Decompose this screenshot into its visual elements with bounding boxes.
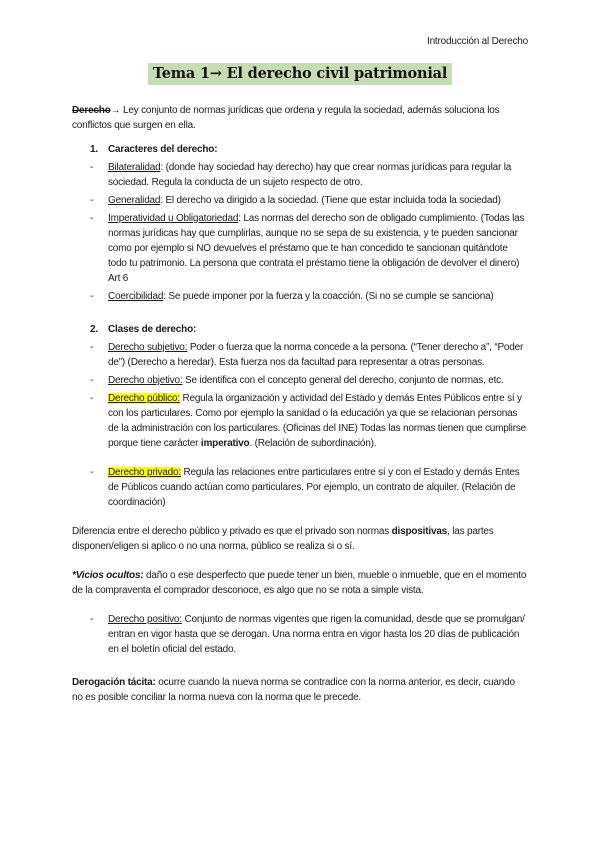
item-text: : Las normas del derecho son de obligado cumplimiento. (Todas las normas jurídicas hay que cumplirlas, aunque no se sepa de su existencia, y te pueden sancionar como por ejemplo si NO devuelves el préstamo que te han concedido te sancionan quitándote todo tu patrimonio. La persona que contrata el préstamo tiene la obligación de devolver el dinero) Art 6: [108, 213, 525, 284]
bold-word-imperativo: imperativo: [200, 438, 250, 449]
dash-bullet: -: [90, 393, 94, 404]
list-item-derecho-positivo: [90, 612, 528, 657]
term-derecho-objetivo: Derecho objetivo:: [108, 375, 183, 386]
paragraph-text: Diferencia entre el derecho público y privado es que el privado son normas: [72, 526, 392, 537]
list-item-text: [108, 160, 528, 190]
dash-bullet: -: [90, 291, 94, 302]
intro-definition-paragraph: [72, 103, 528, 133]
clases-list: [90, 322, 528, 510]
intro-term: Derecho: [72, 105, 111, 116]
list-number: 1.: [90, 144, 98, 155]
paragraph-text: ocurre cuando la nueva norma se contradice con la norma anterior, es decir, cuando no es posible conciliar la norma nueva con la norma que le precede.: [72, 677, 515, 703]
list-number: 2.: [90, 324, 98, 335]
term-derecho-publico: Derecho público:: [108, 393, 180, 404]
item-text: Regula las relaciones entre particulares entre sí y con el Estado y demás Entes de Públicos cuando actúan como particulares. Por ejemplo, un contrato de alquiler. (Relación de coordinación): [108, 467, 520, 508]
term-bilateralidad: Bilateralidad: [108, 162, 161, 173]
item-text: : (donde hay sociedad hay derecho) hay que crear normas jurídicas para regular la sociedad. Regula la conducta de un sujeto respecto de otro.: [108, 162, 512, 188]
vicios-ocultos-paragraph: [72, 568, 528, 598]
item-text: Poder o fuerza que la norma concede a la persona. (“Tener derecho a”, “Poder de”) (Derecho a heredar). Esta fuerza nos da facultad para representar a otras personas.: [108, 342, 524, 368]
page-title: Tema 1→ El derecho civil patrimonial: [148, 63, 452, 85]
term-imperatividad: Imperatividad u Obligatoriedad: [108, 213, 239, 224]
paragraph-text: daño o ese desperfecto que puede tener un bien, mueble o inmueble, que en el momento de la compraventa el comprador desconoce, es algo que no se nota a simple vista.: [72, 570, 527, 596]
section-heading-caracteres: [90, 142, 528, 157]
list-item-coercibilidad: [90, 289, 528, 304]
list-item-text: [108, 289, 528, 304]
list-item-imperatividad: [90, 211, 528, 286]
list-item-text: [108, 340, 528, 370]
dash-bullet: -: [90, 375, 94, 386]
list-item-text: [108, 612, 528, 657]
list-item-text: [108, 373, 528, 388]
item-text: Regula la organización y actividad del Estado y demás Entes Públicos entre sí y con los particulares. Como por ejemplo la sanidad o la educación ya que se relacionan personas de la administración con los particulares. (Oficinas del INE) Todas las normas tienen que cumplirse porque tiene carácter: [108, 393, 526, 449]
list-item-derecho-objetivo: [90, 373, 528, 388]
derecho-positivo-list: [90, 612, 528, 657]
intro-text: Ley conjunto de normas jurídicas que ordena y regula la sociedad, además soluciona los conflictos que surgen en ella.: [72, 105, 500, 131]
dash-bullet: -: [90, 213, 94, 224]
section-heading-text: Clases de derecho:: [108, 324, 197, 335]
dash-bullet: -: [90, 162, 94, 173]
dash-bullet: -: [90, 467, 94, 478]
term-derecho-subjetivo: Derecho subjetivo:: [108, 342, 188, 353]
bold-word-dispositivas: dispositivas: [391, 526, 448, 537]
list-item-generalidad: [90, 193, 528, 208]
term-generalidad: Generalidad: [108, 195, 161, 206]
item-text: . (Relación de subordinación).: [249, 438, 377, 449]
diferencia-paragraph: [72, 524, 528, 554]
item-text: : Se puede imponer por la fuerza y la coacción. (Si no se cumple se sanciona): [163, 291, 494, 302]
item-text: Conjunto de normas vigentes que rigen la comunidad, desde que se promulgan/ entran en vigor hasta que se derogan. Una norma entra en vigor hasta los 20 días de publicación en el boletín oficial del estado.: [108, 614, 525, 655]
dash-bullet: -: [90, 614, 94, 625]
term-derecho-positivo: Derecho positivo:: [108, 614, 182, 625]
term-derogacion-tacita: Derogación tácita:: [72, 677, 156, 688]
paragraph-text: , las partes disponen/eligen si aplico o no una norma, público se realiza si o sí.: [72, 526, 494, 552]
term-coercibilidad: Coercibilidad: [108, 291, 164, 302]
list-item-derecho-privado: [90, 465, 528, 510]
item-text: : El derecho va dirigido a la sociedad. (Tiene que estar incluida toda la sociedad): [160, 195, 501, 206]
derogacion-tacita-paragraph: [72, 675, 528, 705]
list-item-text: [108, 465, 528, 510]
list-item-derecho-subjetivo: [90, 340, 528, 370]
list-item-text: [108, 193, 528, 208]
dash-bullet: -: [90, 195, 94, 206]
dash-bullet: -: [90, 342, 94, 353]
caracteres-list: [90, 142, 528, 304]
list-item-text: [108, 391, 528, 451]
section-heading-clases: [90, 322, 528, 337]
section-heading-text: Caracteres del derecho:: [108, 144, 218, 155]
header-course-label: Introducción al Derecho: [426, 36, 528, 47]
list-item-derecho-publico: [90, 391, 528, 451]
arrow-glyph: →: [110, 105, 121, 116]
item-text: Se identifica con el concepto general del derecho, conjunto de normas, etc.: [182, 375, 504, 386]
title-row: [72, 63, 528, 85]
term-vicios-ocultos: *Vicios ocultos:: [72, 570, 144, 581]
term-derecho-privado: Derecho privado:: [108, 467, 181, 478]
list-item-text: [108, 211, 528, 286]
list-item-bilateralidad: [90, 160, 528, 190]
